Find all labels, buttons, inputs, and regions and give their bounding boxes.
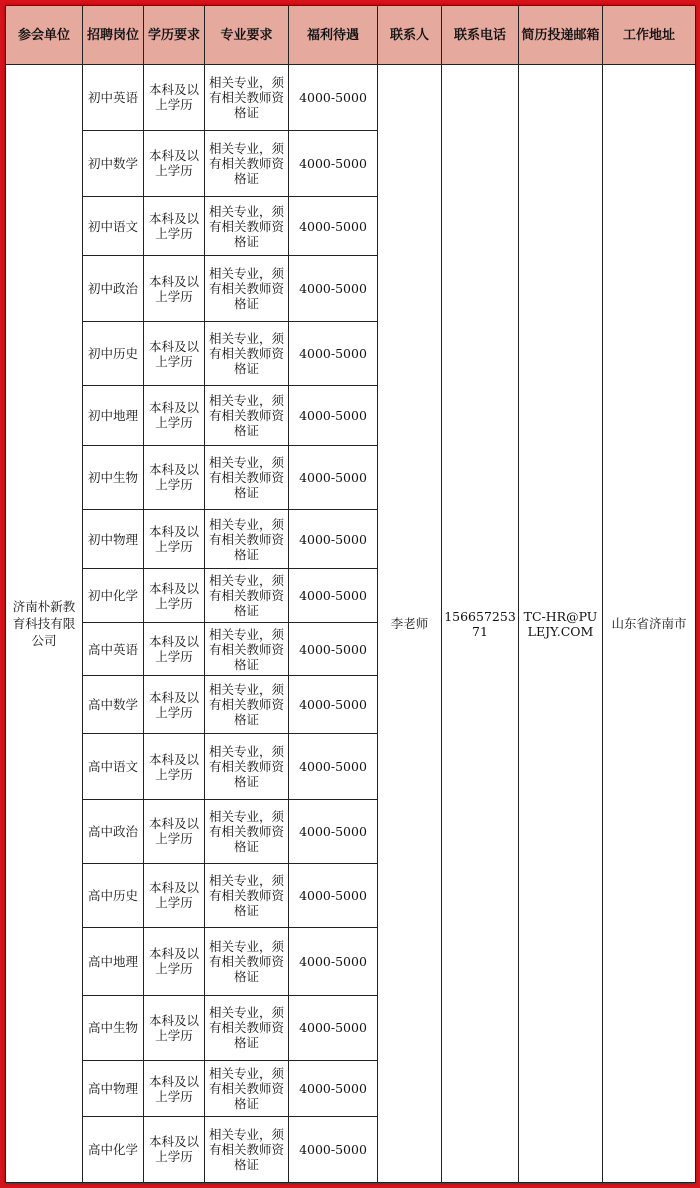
position-cell: 初中语文 xyxy=(83,196,144,256)
education-cell: 本科及以上学历 xyxy=(144,799,205,863)
position-cell: 初中地理 xyxy=(83,386,144,446)
salary-cell: 4000-5000 xyxy=(289,256,378,322)
salary-cell: 4000-5000 xyxy=(289,676,378,734)
position-cell: 高中化学 xyxy=(83,1116,144,1182)
table-header-row xyxy=(6,6,696,65)
position-cell: 高中语文 xyxy=(83,734,144,800)
major-cell: 相关专业，须有相关教师资格证 xyxy=(205,386,289,446)
education-cell: 本科及以上学历 xyxy=(144,676,205,734)
phone-cell: 15665725371 xyxy=(442,65,519,1183)
salary-cell: 4000-5000 xyxy=(289,322,378,386)
salary-cell: 4000-5000 xyxy=(289,863,378,927)
header-phone: 联系电话 xyxy=(442,6,519,65)
header-email: 简历投递邮箱 xyxy=(519,6,603,65)
salary-cell: 4000-5000 xyxy=(289,1116,378,1182)
major-cell: 相关专业，须有相关教师资格证 xyxy=(205,322,289,386)
major-cell: 相关专业，须有相关教师资格证 xyxy=(205,995,289,1061)
position-cell: 初中生物 xyxy=(83,445,144,509)
education-cell: 本科及以上学历 xyxy=(144,322,205,386)
major-cell: 相关专业，须有相关教师资格证 xyxy=(205,65,289,131)
address-cell: 山东省济南市 xyxy=(603,65,696,1183)
education-cell: 本科及以上学历 xyxy=(144,622,205,676)
header-position: 招聘岗位 xyxy=(83,6,144,65)
header-company: 参会单位 xyxy=(6,6,83,65)
salary-cell: 4000-5000 xyxy=(289,622,378,676)
education-cell: 本科及以上学历 xyxy=(144,995,205,1061)
education-cell: 本科及以上学历 xyxy=(144,927,205,995)
recruitment-sheet xyxy=(5,5,695,1183)
company-cell: 济南朴新教育科技有限公司 xyxy=(6,65,83,1183)
major-cell: 相关专业，须有相关教师资格证 xyxy=(205,622,289,676)
table-body xyxy=(6,65,696,1183)
education-cell: 本科及以上学历 xyxy=(144,256,205,322)
salary-cell: 4000-5000 xyxy=(289,734,378,800)
education-cell: 本科及以上学历 xyxy=(144,445,205,509)
position-cell: 高中物理 xyxy=(83,1061,144,1117)
header-education: 学历要求 xyxy=(144,6,205,65)
table-row xyxy=(6,65,696,131)
position-cell: 初中物理 xyxy=(83,509,144,569)
major-cell: 相关专业，须有相关教师资格证 xyxy=(205,569,289,623)
major-cell: 相关专业，须有相关教师资格证 xyxy=(205,256,289,322)
education-cell: 本科及以上学历 xyxy=(144,734,205,800)
salary-cell: 4000-5000 xyxy=(289,569,378,623)
major-cell: 相关专业，须有相关教师资格证 xyxy=(205,676,289,734)
salary-cell: 4000-5000 xyxy=(289,927,378,995)
header-address: 工作地址 xyxy=(603,6,696,65)
header-contact: 联系人 xyxy=(378,6,442,65)
major-cell: 相关专业，须有相关教师资格证 xyxy=(205,927,289,995)
major-cell: 相关专业，须有相关教师资格证 xyxy=(205,445,289,509)
salary-cell: 4000-5000 xyxy=(289,445,378,509)
position-cell: 高中英语 xyxy=(83,622,144,676)
education-cell: 本科及以上学历 xyxy=(144,386,205,446)
position-cell: 高中地理 xyxy=(83,927,144,995)
major-cell: 相关专业，须有相关教师资格证 xyxy=(205,1116,289,1182)
education-cell: 本科及以上学历 xyxy=(144,130,205,196)
position-cell: 高中历史 xyxy=(83,863,144,927)
recruitment-table xyxy=(5,5,696,1183)
position-cell: 初中英语 xyxy=(83,65,144,131)
salary-cell: 4000-5000 xyxy=(289,509,378,569)
education-cell: 本科及以上学历 xyxy=(144,569,205,623)
position-cell: 初中化学 xyxy=(83,569,144,623)
salary-cell: 4000-5000 xyxy=(289,799,378,863)
position-cell: 高中政治 xyxy=(83,799,144,863)
salary-cell: 4000-5000 xyxy=(289,130,378,196)
education-cell: 本科及以上学历 xyxy=(144,1061,205,1117)
salary-cell: 4000-5000 xyxy=(289,995,378,1061)
major-cell: 相关专业，须有相关教师资格证 xyxy=(205,799,289,863)
contact-cell: 李老师 xyxy=(378,65,442,1183)
position-cell: 高中数学 xyxy=(83,676,144,734)
major-cell: 相关专业，须有相关教师资格证 xyxy=(205,734,289,800)
salary-cell: 4000-5000 xyxy=(289,1061,378,1117)
header-major: 专业要求 xyxy=(205,6,289,65)
education-cell: 本科及以上学历 xyxy=(144,196,205,256)
position-cell: 初中数学 xyxy=(83,130,144,196)
position-cell: 高中生物 xyxy=(83,995,144,1061)
education-cell: 本科及以上学历 xyxy=(144,509,205,569)
header-salary: 福利待遇 xyxy=(289,6,378,65)
major-cell: 相关专业，须有相关教师资格证 xyxy=(205,1061,289,1117)
position-cell: 初中历史 xyxy=(83,322,144,386)
major-cell: 相关专业，须有相关教师资格证 xyxy=(205,196,289,256)
major-cell: 相关专业，须有相关教师资格证 xyxy=(205,509,289,569)
salary-cell: 4000-5000 xyxy=(289,386,378,446)
major-cell: 相关专业，须有相关教师资格证 xyxy=(205,130,289,196)
salary-cell: 4000-5000 xyxy=(289,65,378,131)
education-cell: 本科及以上学历 xyxy=(144,1116,205,1182)
position-cell: 初中政治 xyxy=(83,256,144,322)
education-cell: 本科及以上学历 xyxy=(144,863,205,927)
major-cell: 相关专业，须有相关教师资格证 xyxy=(205,863,289,927)
education-cell: 本科及以上学历 xyxy=(144,65,205,131)
salary-cell: 4000-5000 xyxy=(289,196,378,256)
email-cell: TC-HR@PULEJY.COM xyxy=(519,65,603,1183)
